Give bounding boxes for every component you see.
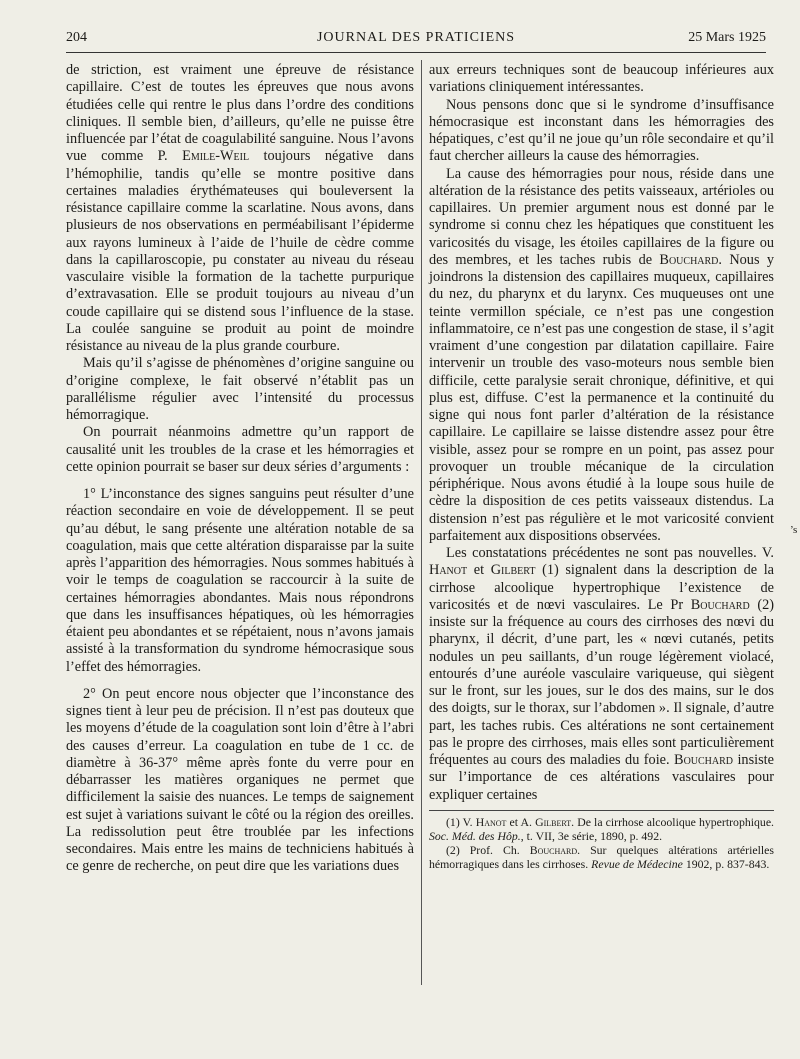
text-run: (1) V. — [446, 814, 476, 829]
author-name: Emile-Weil — [182, 148, 250, 165]
right-paragraph-2: Nous pensons donc que si le syndrome d’insuffisance hémocrasique est inconstant dans les hémorragies des hépatiques, c’est qu’il ne joue qu’un rôle secondaire et qu’il faut chercher ailleurs la cause des hémorragies. — [429, 96, 774, 165]
issue-date: 25 Mars 1925 — [688, 30, 766, 45]
text-run: toujours négative dans l’hémophilie, tandis qu’elle se montre positive dans certaines maladies érythémateuses qui bouleversent la résistance capillaire comme la scarlatine. Nous avons, dans plusieurs de nos observations en perméabilisant l’épiderme aux rayons lumineux à l’aide de l’huile de cèdre comme dans la capillaroscopie, pu constater au niveau du réseau vasculaire visible la formation de la tachette purpurique d’extravasation. Elle se produit toujours au niveau d’un coude capillaire qui se distend sous l’influence de la stase. La coulée sanguine se produit au point de moindre résistance au niveau de la plus grande courbure. — [66, 148, 414, 354]
footnote-2 — [429, 843, 774, 871]
text-run: . Sur quelques altérations artérielles hémorragiques dans les cirrhoses. — [429, 842, 774, 871]
running-header — [66, 30, 766, 50]
text-run: et — [467, 562, 491, 579]
text-run: . De la cirrhose alcoolique hypertrophique. — [571, 814, 775, 829]
text-run: 1902, p. 837-843. — [682, 856, 770, 871]
text-run: , t. VII, 3e série, 1890, p. 492. — [520, 828, 663, 843]
column-divider — [421, 60, 422, 985]
author-name: Gilbert — [535, 814, 572, 829]
footnotes — [429, 810, 774, 871]
margin-mark: ’s — [790, 524, 798, 536]
right-paragraph-1: aux erreurs techniques sont de beaucoup inférieures aux variations cliniquement intéressantes. — [429, 62, 774, 96]
header-rule — [66, 52, 766, 53]
journal-title: JOURNAL DES PRATICIENS — [316, 30, 516, 45]
text-run: insiste sur l’importance de ces altérations vasculaires pour expliquer certaines — [429, 752, 774, 803]
text-run: et A. — [506, 814, 536, 829]
author-name: Gilbert — [490, 562, 536, 579]
left-paragraph-3: On pourrait néanmoins admettre qu’un rapport de causalité unit les troubles de la crase et les hémorragies et cette opinion pourrait se baser sur deux séries d’arguments : — [66, 424, 414, 475]
right-paragraph-4 — [429, 545, 774, 804]
argument-2: 2° On peut encore nous objecter que l’inconstance des signes tient à leur peu de précision. Il n’est pas douteux que les moyens d’étude de la coagulation sont loin d’être à l’abri des causes d’erreur. La coagulation en tube de 1 cc. de diamètre à 36-37° même après fonte du verre pour en débarrasser les matières organiques ne permet que difficilement la saisie des nuances. Le temps de saignement est sujet à variations suivant le côté ou la région des oreilles. La redissolution peut être troublée par les infections secondaires. Mais entre les mains de techniciens habitués à ce genre de recherche, on peut dire que les variations dues — [66, 685, 414, 875]
author-name: Bouchard — [674, 752, 734, 768]
author-name: Bouchard — [690, 596, 750, 613]
text-run: (1) signalent dans la description de la cirrhose alcoolique hypertrophique l’existence de varicosités et de nœvi vasculaires. Le Pr — [429, 562, 775, 613]
author-name: Hanot — [475, 814, 507, 829]
text-run: (2) Prof. Ch. — [446, 842, 530, 857]
left-column — [66, 62, 414, 876]
right-column — [429, 62, 774, 871]
left-paragraph-1 — [66, 62, 414, 355]
left-paragraph-2: Mais qu’il s’agisse de phénomènes d’origine sanguine ou d’origine complexe, le fait observé n’établit pas un parallélisme régulier avec l’intensité du processus hémorragique. — [66, 355, 414, 423]
text-run: Les constatations précédentes ne sont pas nouvelles. V. — [446, 545, 774, 561]
author-name: Bouchard — [529, 842, 578, 857]
argument-1: 1° L’inconstance des signes sanguins peut résulter d’une réaction secondaire en voie de développement. Il se peut qu’au début, le sang présente une altération notable de sa coagulation, mais que cette altération disparaisse par la suite après l’apparition des hémorragies. Nous sommes habitués à voir le temps de coagulation se raccourcir à la suite de certaines hémorragies abondantes. Mais nous répondrons que dans les insuffisances hépatiques, où les hémorragies étaient peu abondantes et se répétaient, nous n’avons jamais assisté à la transformation du syndrome hémocrasique sous l’effet des hémorragies. — [66, 486, 414, 675]
text-run: de striction, est vraiment une épreuve de résistance capillaire. C’est de toutes les épreuves que nous avons étudiées celle qui rentre le plus dans l’ordre des conditions cliniques. Il semble bien, d’ailleurs, qu’elle ne puisse être influencée par l’état de coagulabilité sanguine. Nous l’avons vue comme P. — [66, 62, 414, 165]
footnote-1 — [429, 815, 774, 843]
author-name: Hanot — [429, 562, 468, 579]
text-run: (2) insiste sur la fréquence au cours des cirrhoses des nœvi du pharynx, il décrit, d’une part, les « nœvi cutanés, petits nodules un peu saillants, d’un rouge légèrement violacé, entourés d’une auréole vasculaire variqueuse, qui siègent sur le front, sur les joues, sur le dos des mains, sur le dos des doigts, sur le thorax, sur l’abdomen ». Il signale, d’autre part, les taches rubis. Ces altérations ne sont certainement pas le propre des cirrhoses, mais elles sont particulièrement fréquentes au cours des maladies du foie. — [429, 596, 774, 768]
text-run: . Nous y joindrons la distension des capillaires muqueux, capillaires du nez, du pharynx et du larynx. Ces muqueuses ont une teinte vermillon spéciale, ce n’est pas une congestion inflammatoire, ce n’est pas une congestion de stase, il s’agit vraiment d’une congestion par dilatation capillaire. Faire intervenir un trouble des vaso-moteurs nous semble bien difficile, cette paralysie serait chronique, définitive, et qui plus est, diffuse. C’est la permanence et la continuité du signe qui nous font parler d’altération de la résistance capillaire. Le capillaire se laisse distendre assez pour être visible, assez pour se rompre en un point, pas assez pour provoquer un trouble mécanique de la circulation périphérique. Nous avons étudié à la loupe sous huile de cèdre la disposition de ces petits vaisseaux distendus. La distension n’est pas régulière et le mot varicosité convient parfaitement aux dispositions observées. — [429, 251, 774, 544]
author-name: Bouchard — [659, 251, 719, 268]
journal-name: Revue de Médecine — [591, 856, 683, 871]
text-run: La cause des hémorragies pour nous, réside dans une altération de la résistance des petits vaisseaux, artérioles ou capillaires. Un premier argument nous est donné par le syndrome si connu chez les hépatiques que constituent les varicosités du visage, les étoiles capillaires de la figure ou des membres, et les taches rubis de — [429, 165, 774, 268]
journal-name: Soc. Méd. des Hôp. — [429, 828, 521, 843]
right-paragraph-3 — [429, 166, 774, 546]
page-number: 204 — [66, 30, 87, 45]
